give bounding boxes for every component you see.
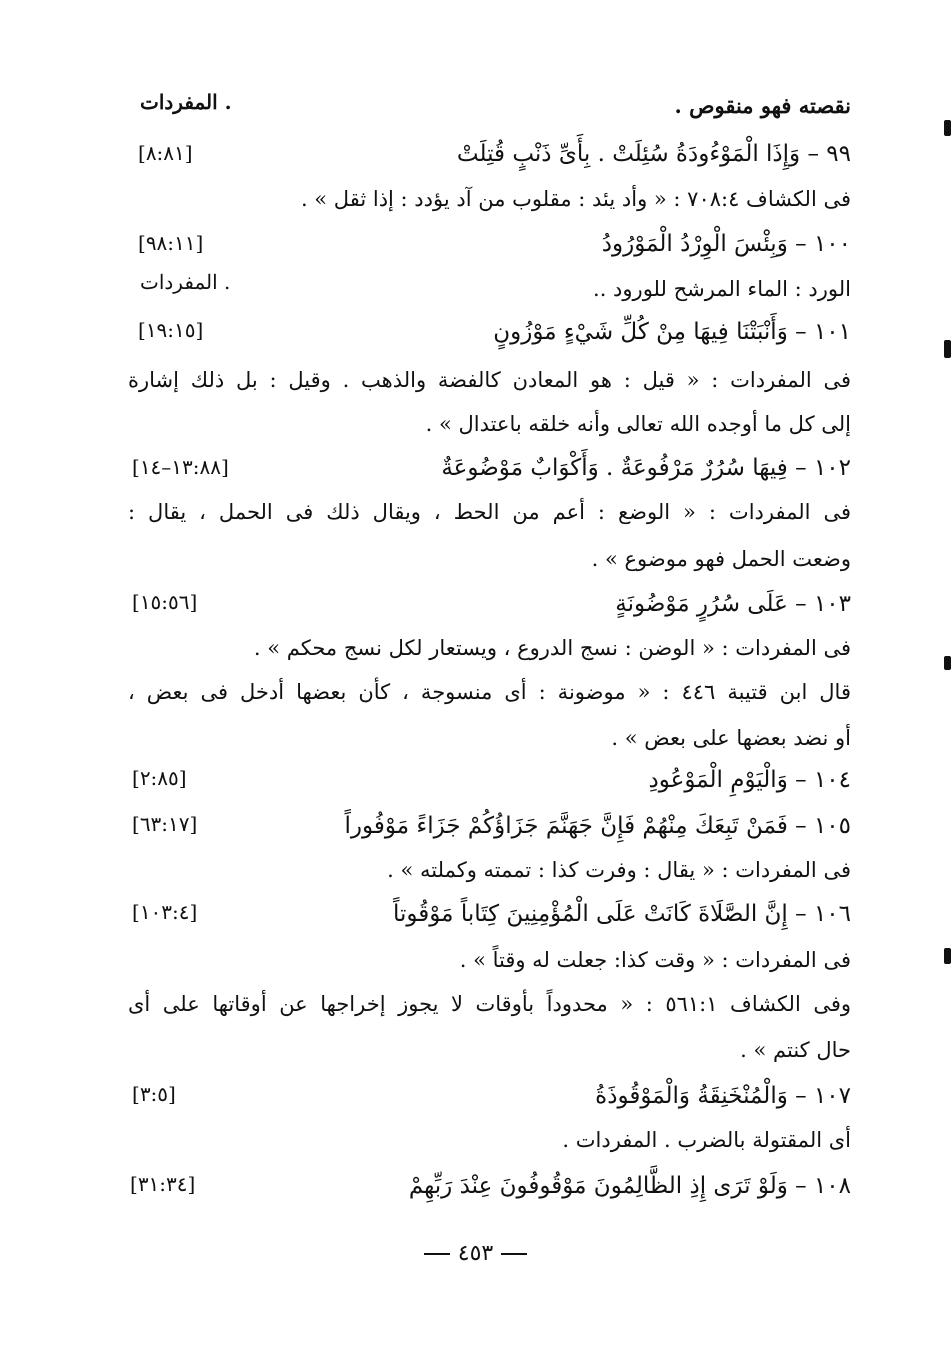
verse-ref-106: [١٠٣:٤] xyxy=(132,900,198,924)
verse-ref-105: [٦٣:١٧] xyxy=(132,812,198,836)
commentary-line: أو نضد بعضها على بعض » . xyxy=(611,726,851,750)
verse-106: ١٠٦ – إِنَّ الصَّلَاةَ كَانَتْ عَلَى الْمُؤْمِنِينَ كِتَاباً مَوْقُوتاً xyxy=(393,901,851,927)
verse-ref-103: [١٥:٥٦] xyxy=(132,590,198,614)
header-line xyxy=(128,90,851,122)
commentary-line: وفى الكشاف ٥٦١:١ : « محدوداً بأوقات لا يجوز إخراجها عن أوقاتها على أى xyxy=(128,992,851,1016)
verse-103: ١٠٣ – عَلَى سُرُرٍ مَوْضُونَةٍ xyxy=(615,591,851,617)
commentary-side-note: المفردات . xyxy=(140,270,231,294)
scan-edge-mark xyxy=(944,948,951,964)
commentary-line: فى المفردات : « قيل : هو المعادن كالفضة والذهب . وقيل : بل ذلك إشارة xyxy=(128,368,851,392)
verse-ref-99: [٨:٨١] xyxy=(138,141,193,165)
commentary-line: فى المفردات : « يقال : وفرت كذا : تممته وكملته » . xyxy=(387,858,851,882)
verse-108: ١٠٨ – وَلَوْ تَرَى إِذِ الظَّالِمُونَ مَوْقُوفُونَ عِنْدَ رَبِّهِمْ xyxy=(408,1173,851,1199)
verse-107: ١٠٧ – وَالْمُنْخَنِقَةُ وَالْمَوْقُوذَةُ xyxy=(595,1083,851,1109)
scan-edge-mark xyxy=(944,340,951,358)
footer-dash xyxy=(424,1253,450,1255)
commentary-line: قال ابن قتيبة ٤٤٦ : « موضونة : أى منسوجة ، كأن بعضها أدخل فى بعض ، xyxy=(128,680,851,704)
header-text-right: نقصته فهو منقوص . xyxy=(674,93,851,118)
verse-99: ٩٩ – وَإِذَا الْمَوْءُودَةُ سُئِلَتْ . بِأَىِّ ذَنْبٍ قُتِلَتْ xyxy=(456,141,851,167)
commentary-line: وضعت الحمل فهو موضوع » . xyxy=(591,547,851,571)
commentary-line: حال كنتم » . xyxy=(740,1038,851,1062)
footer-dash xyxy=(501,1253,527,1255)
verse-ref-100: [٩٨:١١] xyxy=(138,231,204,255)
verse-100: ١٠٠ – وَبِئْسَ الْوِرْدُ الْمَوْرُودُ xyxy=(601,231,851,257)
verse-101: ١٠١ – وَأَنْبَتْنَا فِيهَا مِنْ كُلِّ شَيْءٍ مَوْزُونٍ xyxy=(493,319,851,345)
verse-ref-102: [١٣:٨٨–١٤] xyxy=(132,455,229,479)
commentary-line: فى الكشاف ٧٠٨:٤ : « وأد يئد : مقلوب من آد يؤدد : إذا ثقل » . xyxy=(300,187,851,211)
verse-ref-108: [٣١:٣٤] xyxy=(130,1172,196,1196)
scan-edge-mark xyxy=(944,656,951,670)
verse-102: ١٠٢ – فِيهَا سُرُرٌ مَرْفُوعَةٌ . وَأَكْوَابٌ مَوْضُوعَةٌ xyxy=(441,455,851,481)
verse-ref-107: [٣:٥] xyxy=(132,1082,176,1106)
page-number: ٤٥٣ xyxy=(457,1241,494,1266)
scan-edge-mark xyxy=(944,120,951,136)
verse-104: ١٠٤ – وَالْيَوْمِ الْمَوْعُودِ xyxy=(648,767,851,793)
commentary-line: إلى كل ما أوجده الله تعالى وأنه خلقه باعتدال » . xyxy=(425,412,851,436)
commentary-line: فى المفردات : « الوضع : أعم من الحط ، ويقال ذلك فى الحمل ، يقال : xyxy=(128,500,851,524)
commentary-line: الورد : الماء المرشح للورود .. xyxy=(593,277,851,301)
header-text-left: المفردات . xyxy=(140,90,232,114)
verse-ref-104: [٢:٨٥] xyxy=(132,766,187,790)
commentary-line: فى المفردات : « الوضن : نسج الدروع ، ويستعار لكل نسج محكم » . xyxy=(253,636,851,660)
verse-ref-101: [١٩:١٥] xyxy=(138,318,204,342)
commentary-line: فى المفردات : « وقت كذا: جعلت له وقتاً » . xyxy=(459,948,851,972)
verse-105: ١٠٥ – فَمَنْ تَبِعَكَ مِنْهُمْ فَإِنَّ جَهَنَّمَ جَزَاؤُكُمْ جَزَاءً مَوْفُوراً xyxy=(344,813,851,839)
page-footer xyxy=(0,1238,951,1270)
commentary-line: أى المقتولة بالضرب . المفردات . xyxy=(562,1128,851,1152)
